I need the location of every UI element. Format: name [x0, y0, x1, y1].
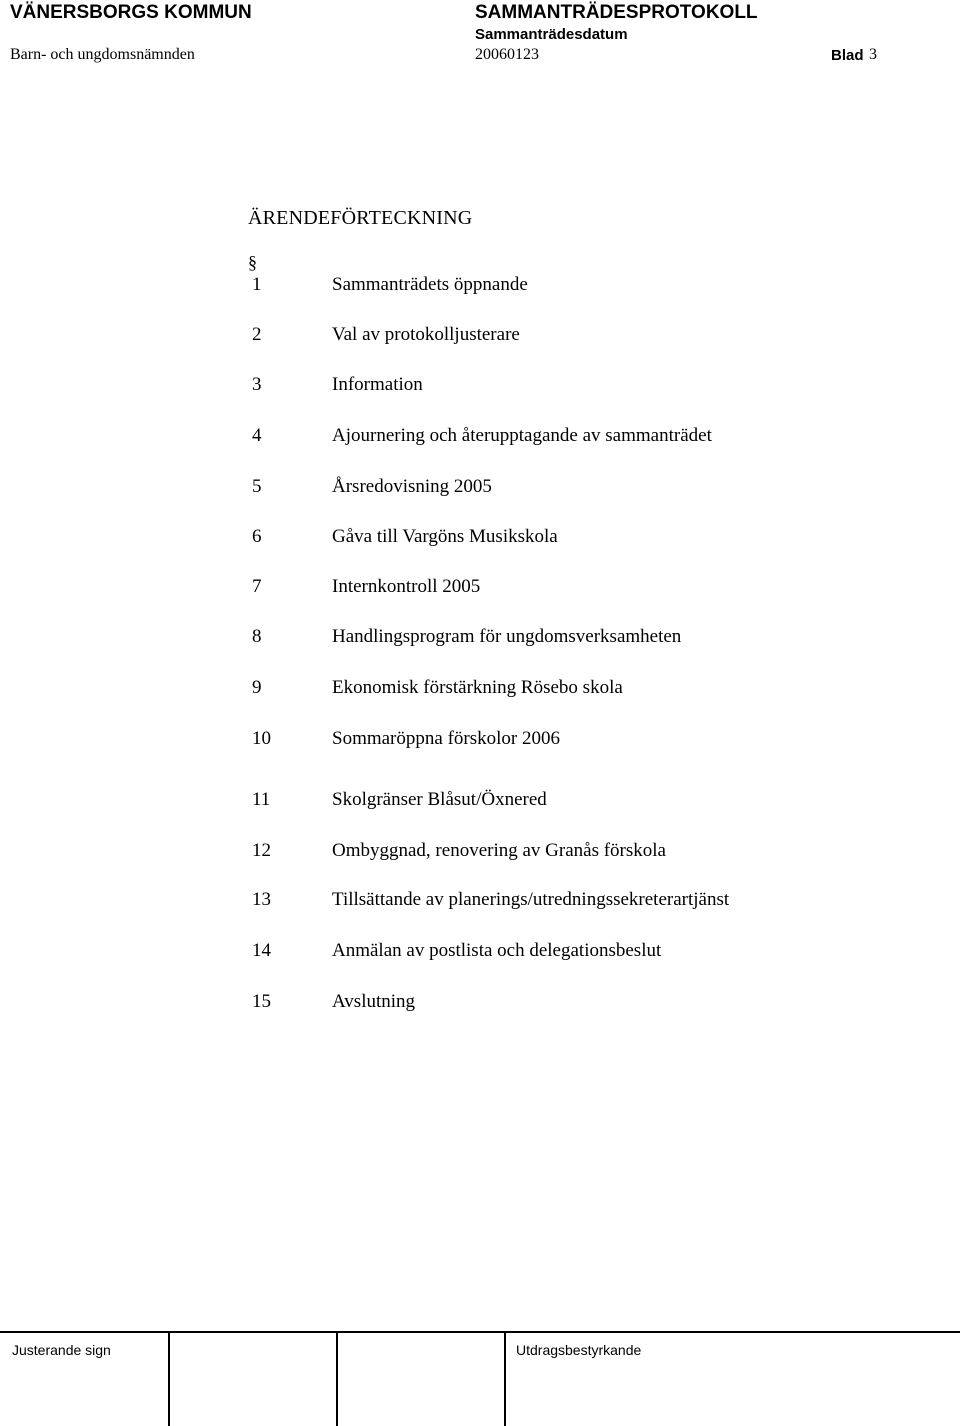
agenda-item-text: Sammanträdets öppnande — [332, 274, 528, 295]
signature-footer — [0, 1331, 960, 1426]
agenda-item-number: 12 — [252, 840, 271, 861]
agenda-item-number: 2 — [252, 324, 262, 345]
agenda-item-text: Tillsättande av planerings/utredningssekreterartjänst — [332, 889, 730, 910]
agenda-item-text: Gåva till Vargöns Musikskola — [332, 526, 558, 547]
agenda-item-text: Ekonomisk förstärkning Rösebo skola — [332, 677, 623, 698]
section-symbol: § — [248, 252, 257, 272]
agenda-item-number: 4 — [252, 425, 262, 446]
meeting-date-label: Sammanträdesdatum — [475, 26, 628, 43]
justerande-sign-label: Justerande sign — [12, 1342, 111, 1358]
agenda-item-text: Val av protokolljusterare — [332, 324, 520, 345]
agenda-item-text: Sommaröppna förskolor 2006 — [332, 728, 560, 749]
footer-divider — [336, 1333, 338, 1426]
agenda-item-text: Handlingsprogram för ungdomsverksamheten — [332, 626, 682, 647]
agenda-item-text: Ombyggnad, renovering av Granås förskola — [332, 840, 666, 861]
agenda-title: ÄRENDEFÖRTECKNING — [248, 207, 473, 229]
agenda-item-text: Anmälan av postlista och delegationsbeslut — [332, 940, 662, 961]
agenda-item-number: 10 — [252, 728, 271, 749]
agenda-item-number: 11 — [252, 789, 271, 810]
agenda-item-text: Ajournering och återupptagande av sammanträdet — [332, 425, 712, 446]
page-label: Blad — [831, 47, 864, 64]
agenda-item-number: 1 — [252, 274, 262, 295]
meeting-date-value: 20060123 — [475, 46, 539, 63]
agenda-item-number: 6 — [252, 526, 262, 547]
utdragsbestyrkande-label: Utdragsbestyrkande — [516, 1342, 642, 1358]
agenda-item-number: 15 — [252, 991, 271, 1012]
footer-rule — [0, 1331, 960, 1333]
agenda-item-text: Internkontroll 2005 — [332, 576, 481, 597]
agenda-item-text: Skolgränser Blåsut/Öxnered — [332, 789, 547, 810]
agenda-item-text: Avslutning — [332, 991, 416, 1012]
agenda-item-number: 7 — [252, 576, 262, 597]
org-name: VÄNERSBORGS KOMMUN — [10, 2, 252, 23]
agenda-item-number: 3 — [252, 374, 262, 395]
document-type: SAMMANTRÄDESPROTOKOLL — [475, 2, 758, 23]
agenda-item-text: Årsredovisning 2005 — [332, 476, 492, 497]
agenda-item-number: 13 — [252, 889, 271, 910]
footer-divider — [504, 1333, 506, 1426]
footer-divider — [168, 1333, 170, 1426]
page-number: 3 — [869, 46, 877, 63]
agenda-item-number: 5 — [252, 476, 262, 497]
agenda-item-number: 14 — [252, 940, 271, 961]
agenda-item-number: 8 — [252, 626, 262, 647]
agenda-item-text: Information — [332, 374, 423, 395]
agenda-item-number: 9 — [252, 677, 262, 698]
committee-name: Barn- och ungdomsnämnden — [10, 46, 195, 63]
